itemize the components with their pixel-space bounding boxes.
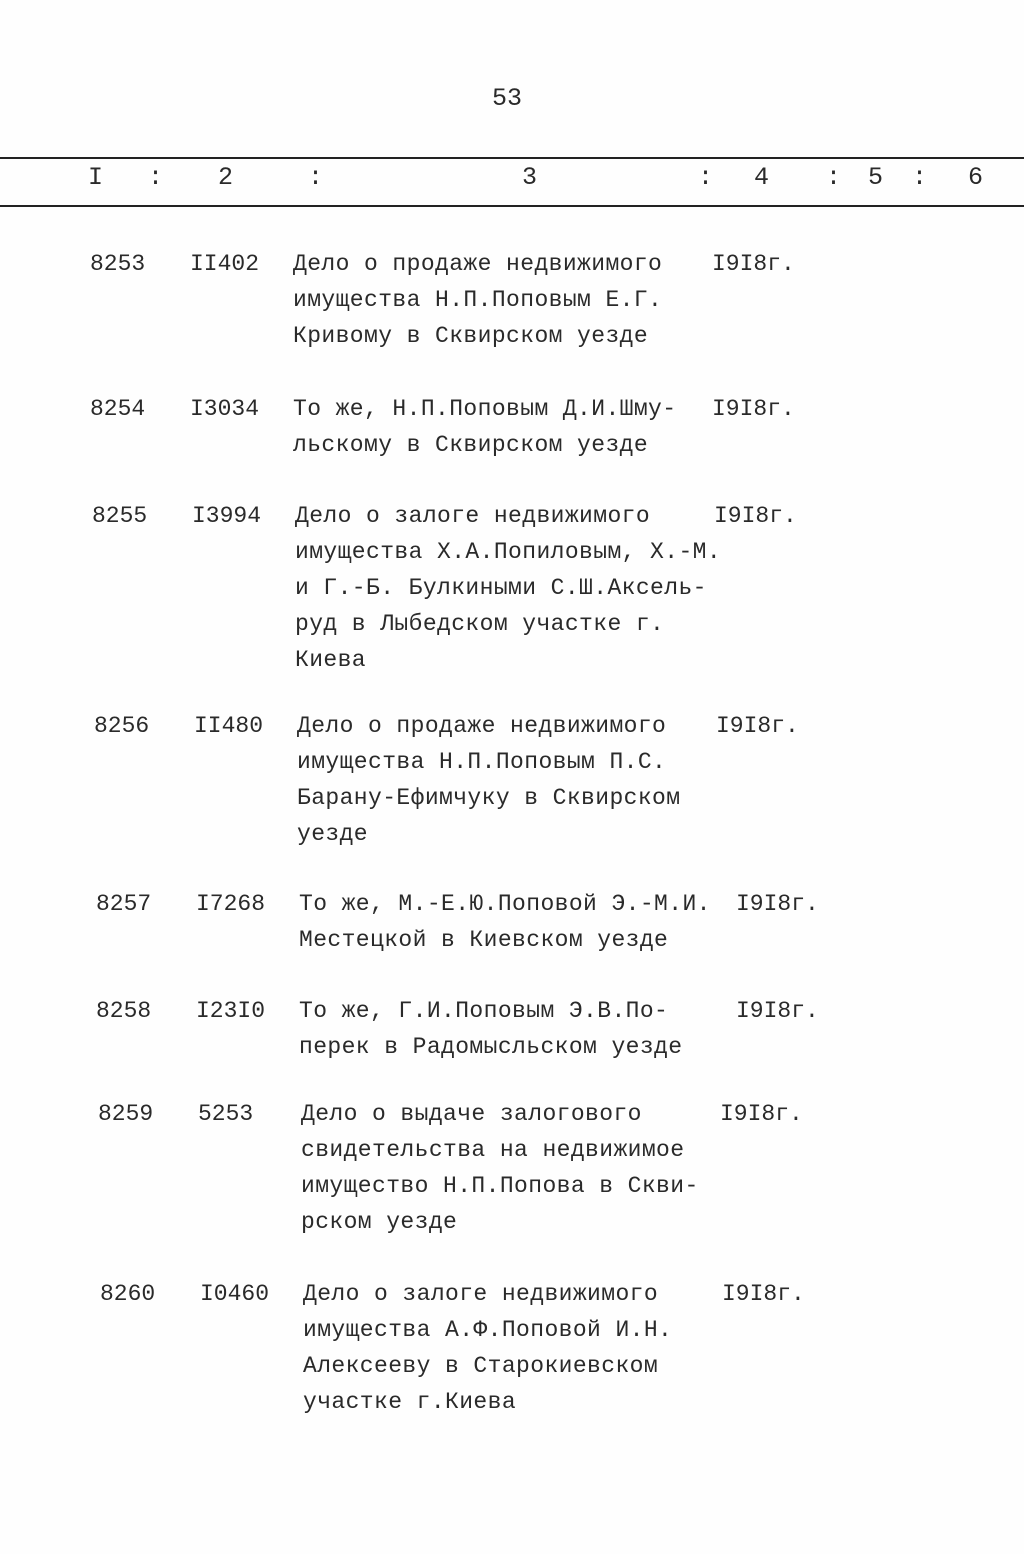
col-5: 5	[868, 163, 884, 192]
entry-number: 8256	[94, 713, 150, 739]
col-sep: :	[308, 163, 324, 192]
description-line: Киева	[295, 647, 367, 673]
description-line: Дело о залоге недвижимого	[295, 503, 651, 529]
entry-year: I9I8г.	[716, 713, 799, 739]
entry-number: 8260	[100, 1281, 156, 1307]
entry-year: I9I8г.	[712, 251, 795, 277]
description-line: То же, Г.И.Поповым Э.В.По-	[299, 998, 669, 1024]
description-line: имущества Н.П.Поповым Е.Г.	[293, 287, 663, 313]
description-line: уезде	[297, 821, 369, 847]
entry-description	[293, 246, 662, 354]
description-line: Дело о выдаче залогового	[301, 1101, 642, 1127]
file-number: II480	[194, 713, 264, 739]
entry-year: I9I8г.	[722, 1281, 805, 1307]
description-line: Алексееву в Старокиевском	[303, 1353, 659, 1379]
entry-description	[299, 993, 682, 1065]
entry-description	[293, 391, 676, 463]
entry-year: I9I8г.	[714, 503, 797, 529]
description-line: Дело о продаже недвижимого	[293, 251, 663, 277]
file-number: I3034	[190, 396, 260, 422]
description-line: Местецкой в Киевском уезде	[299, 927, 669, 953]
col-sep: :	[698, 163, 714, 192]
entry-description	[301, 1096, 699, 1240]
description-line: То же, М.-Е.Ю.Поповой Э.-М.И.	[299, 891, 711, 917]
header-top-rule	[0, 157, 1024, 159]
description-line: имущества Н.П.Поповым П.С.	[297, 749, 667, 775]
description-line: имущества А.Ф.Поповой И.Н.	[303, 1317, 673, 1343]
col-sep: :	[148, 163, 164, 192]
entry-year: I9I8г.	[736, 998, 819, 1024]
description-line: имущество Н.П.Попова в Скви-	[301, 1173, 699, 1199]
description-line: Дело о продаже недвижимого	[297, 713, 667, 739]
entry-year: I9I8г.	[712, 396, 795, 422]
description-line: Дело о залоге недвижимого	[303, 1281, 659, 1307]
description-line: То же, Н.П.Поповым Д.И.Шму-	[293, 396, 677, 422]
entry-year: I9I8г.	[720, 1101, 803, 1127]
entry-number: 8259	[98, 1101, 154, 1127]
col-1: I	[88, 163, 104, 192]
description-line: рском уезде	[301, 1209, 458, 1235]
description-line: и Г.-Б. Булкиными С.Ш.Аксель-	[295, 575, 707, 601]
description-line: перек в Радомысльском уезде	[299, 1034, 683, 1060]
description-line: Барану-Ефимчуку в Сквирском	[297, 785, 681, 811]
file-number: 5253	[198, 1101, 254, 1127]
entry-description	[303, 1276, 672, 1420]
description-line: имущества Х.А.Попиловым, Х.-М.	[295, 539, 722, 565]
col-4: 4	[754, 163, 770, 192]
entry-description	[297, 708, 680, 852]
file-number: I23I0	[196, 998, 266, 1024]
entry-number: 8253	[90, 251, 146, 277]
col-2: 2	[218, 163, 234, 192]
entry-number: 8258	[96, 998, 152, 1024]
file-number: I0460	[200, 1281, 270, 1307]
col-6: 6	[968, 163, 984, 192]
description-line: Кривому в Сквирском уезде	[293, 323, 649, 349]
file-number: II402	[190, 251, 260, 277]
col-sep: :	[912, 163, 928, 192]
header-bottom-rule	[0, 205, 1024, 207]
description-line: руд в Лыбедском участке г.	[295, 611, 665, 637]
description-line: свидетельства на недвижимое	[301, 1137, 685, 1163]
file-number: I7268	[196, 891, 266, 917]
entry-number: 8254	[90, 396, 146, 422]
entry-number: 8257	[96, 891, 152, 917]
description-line: участке г.Киева	[303, 1389, 517, 1415]
file-number: I3994	[192, 503, 262, 529]
page-number: 53	[492, 84, 523, 113]
entry-description	[295, 498, 721, 678]
description-line: льскому в Сквирском уезде	[293, 432, 649, 458]
col-sep: :	[826, 163, 842, 192]
entry-year: I9I8г.	[736, 891, 819, 917]
entry-number: 8255	[92, 503, 148, 529]
entry-description	[299, 886, 711, 958]
col-3: 3	[522, 163, 538, 192]
